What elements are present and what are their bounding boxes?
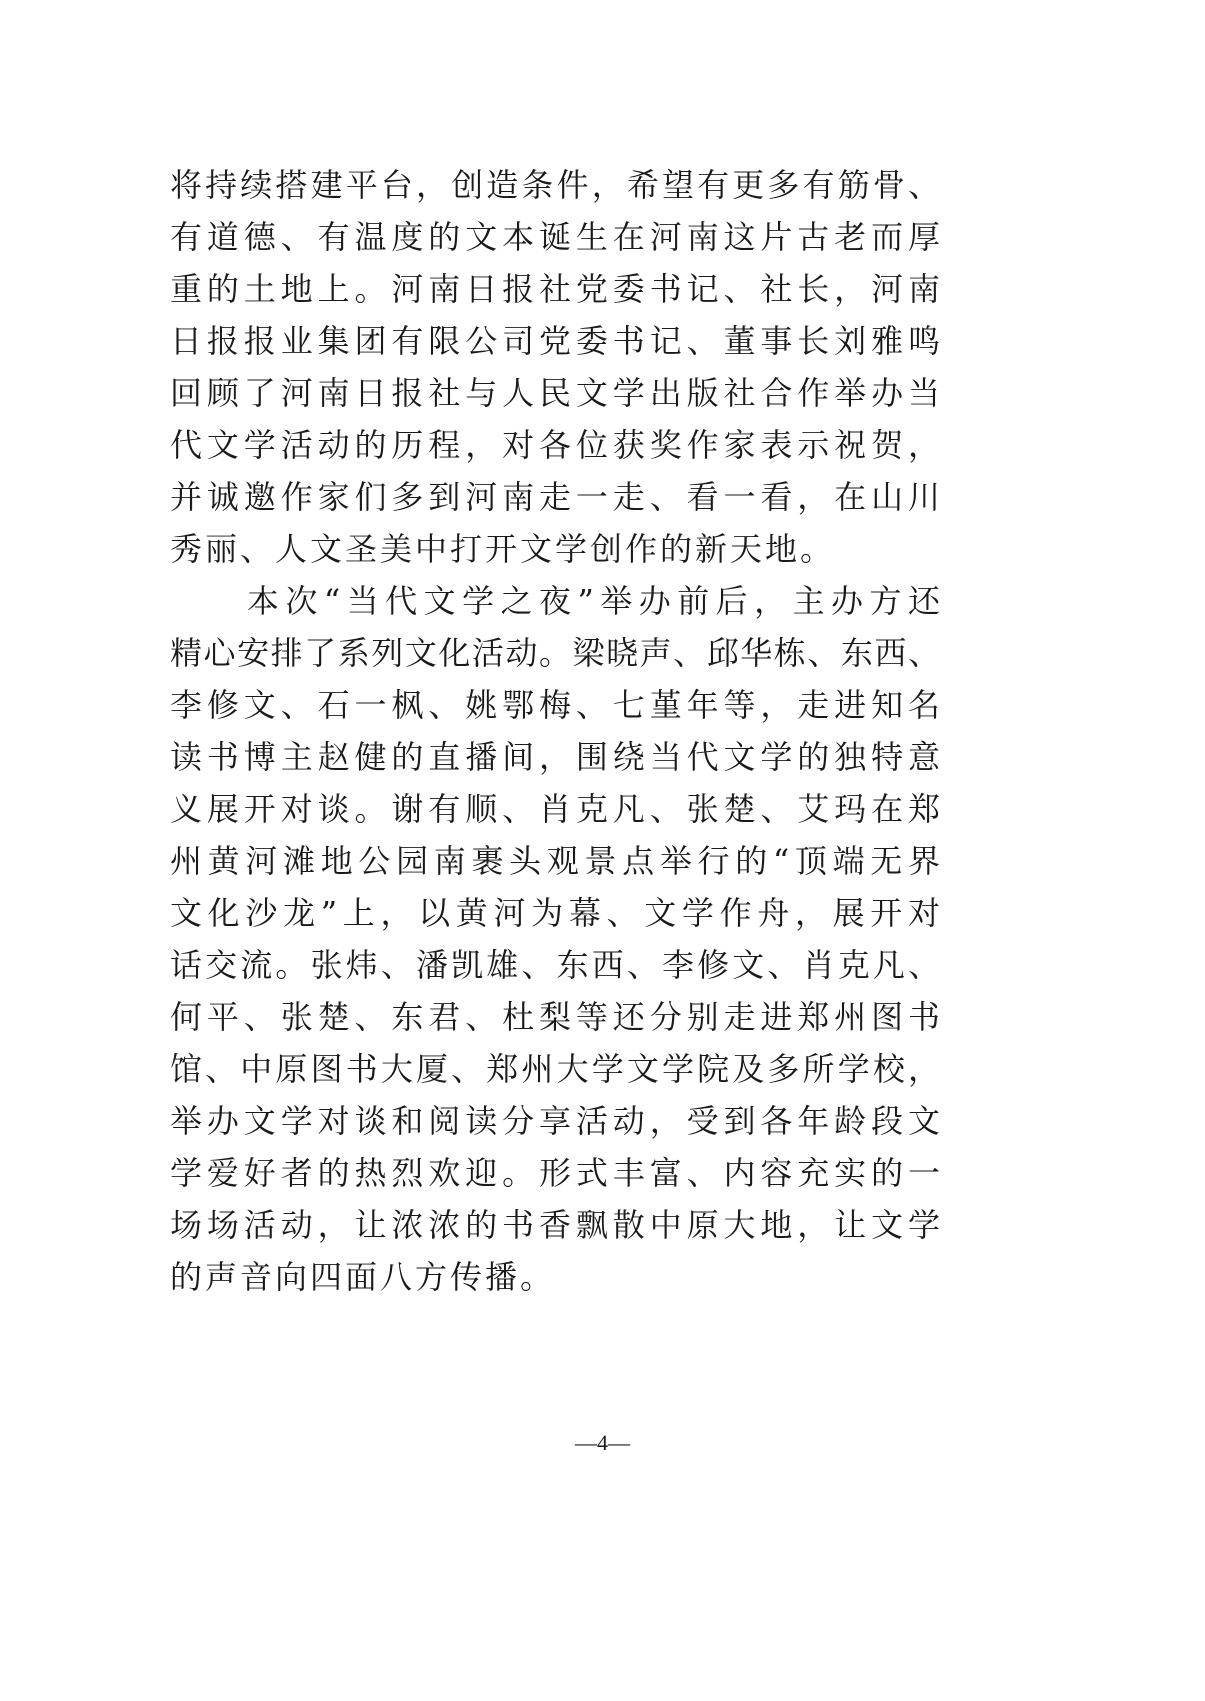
document-body bbox=[170, 159, 940, 1303]
text-line: 文化沙龙”上，以黄河为幕、文学作舟，展开对 bbox=[170, 894, 940, 932]
text-line: 本次“当代文学之夜”举办前后，主办方还 bbox=[170, 582, 940, 620]
text-line: 举办文学对谈和阅读分享活动，受到各年龄段文 bbox=[170, 1102, 940, 1140]
text-line: 有道德、有温度的文本诞生在河南这片古老而厚 bbox=[170, 218, 940, 256]
text-line: 学爱好者的热烈欢迎。形式丰富、内容充实的一 bbox=[170, 1154, 940, 1192]
text-line: 话交流。张炜、潘凯雄、东西、李修文、肖克凡、 bbox=[170, 946, 940, 984]
text-line: 代文学活动的历程，对各位获奖作家表示祝贺， bbox=[170, 426, 940, 464]
text-line: 馆、中原图书大厦、郑州大学文学院及多所学校， bbox=[170, 1050, 940, 1088]
text-line: 将持续搭建平台，创造条件，希望有更多有筋骨、 bbox=[170, 166, 940, 204]
text-line: 李修文、石一枫、姚鄂梅、七堇年等，走进知名 bbox=[170, 686, 940, 724]
text-line: 回顾了河南日报社与人民文学出版社合作举办当 bbox=[170, 374, 940, 412]
text-line: 重的土地上。河南日报社党委书记、社长，河南 bbox=[170, 270, 940, 308]
text-line: 日报报业集团有限公司党委书记、董事长刘雅鸣 bbox=[170, 322, 940, 360]
text-line: 并诚邀作家们多到河南走一走、看一看，在山川 bbox=[170, 478, 940, 516]
text-line: 精心安排了系列文化活动。梁晓声、邱华栋、东西、 bbox=[170, 634, 940, 672]
page-number: —4— bbox=[575, 1430, 630, 1455]
text-line: 秀丽、人文圣美中打开文学创作的新天地。 bbox=[170, 530, 836, 568]
text-line: 读书博主赵健的直播间，围绕当代文学的独特意 bbox=[170, 738, 940, 776]
text-line: 场场活动，让浓浓的书香飘散中原大地，让文学 bbox=[170, 1206, 940, 1244]
text-line: 义展开对谈。谢有顺、肖克凡、张楚、艾玛在郑 bbox=[170, 790, 940, 828]
text-line: 何平、张楚、东君、杜梨等还分别走进郑州图书 bbox=[170, 998, 940, 1036]
text-line: 州黄河滩地公园南裹头观景点举行的“顶端无界 bbox=[170, 842, 940, 880]
text-line: 的声音向四面八方传播。 bbox=[170, 1258, 556, 1296]
